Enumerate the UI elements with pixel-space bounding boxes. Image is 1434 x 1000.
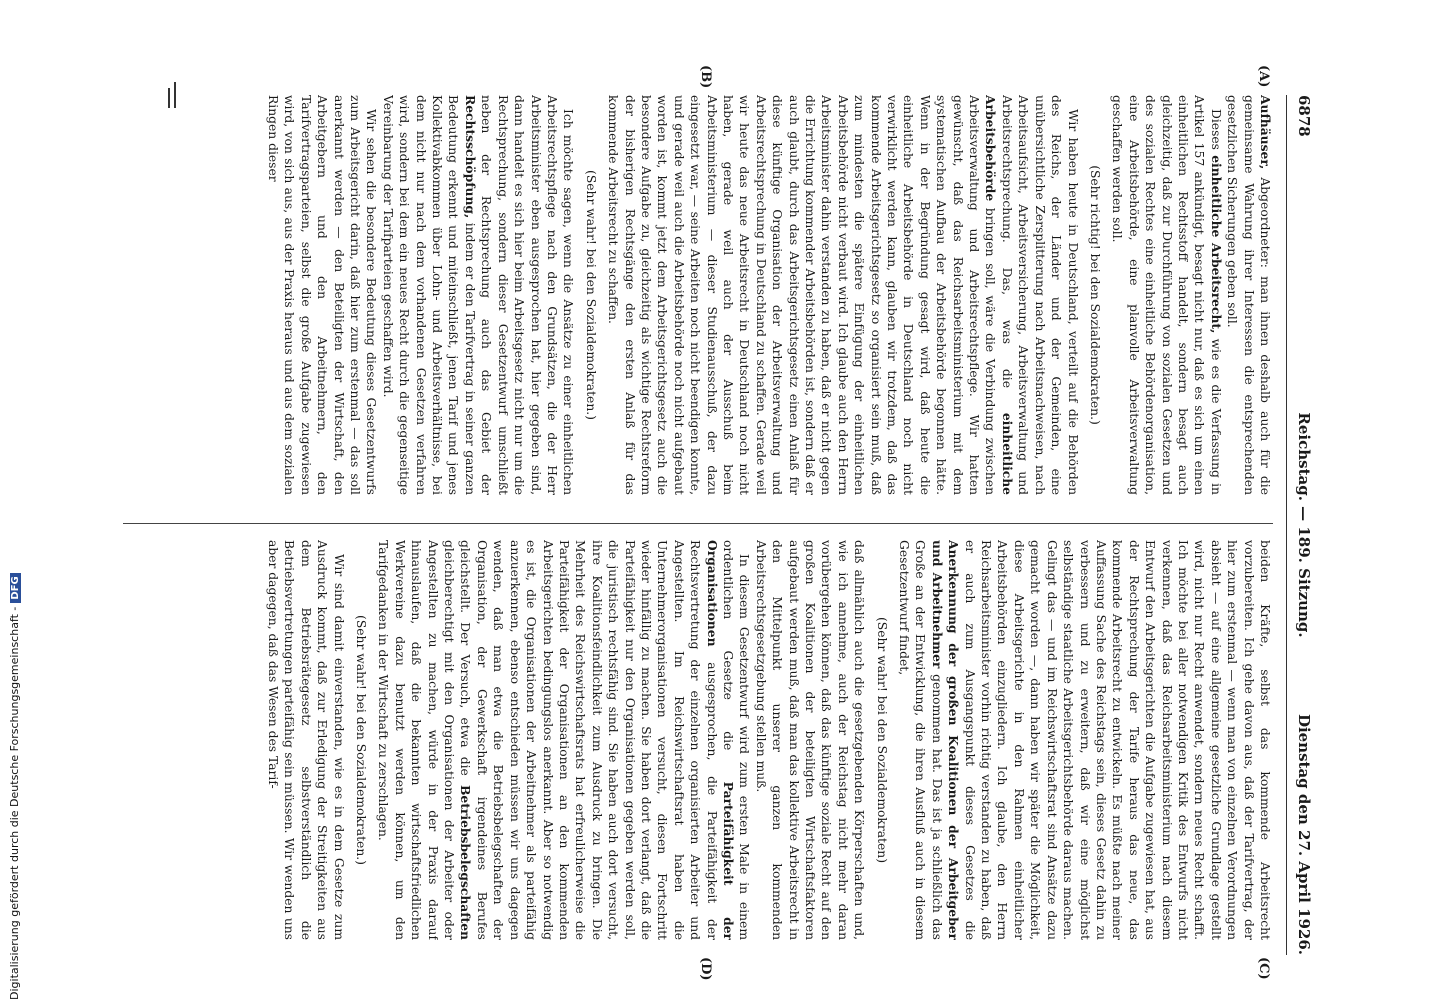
header-title: Reichstag. — 189. Sitzung.: [1295, 412, 1313, 638]
paragraph: Wir sind damit einverstanden, wie es in dem Gesetze zum Ausdruck kommt, daß zur Erledigung der Streitigkeiten aus dem Betriebsrätegesetz selbstverständlich die Betriebsvertretungen parteifähig sein müssen. Wir wenden uns aber dagegen, daß das Wesen des Tarif-: [266, 540, 346, 940]
interjection: (Sehr wahr! bei den Sozialdemokraten): [874, 617, 889, 863]
right-column: [113, 540, 1273, 940]
header-date: Dienstag den 27. April 1926.: [1295, 713, 1313, 955]
margin-marker-d: (D): [698, 957, 713, 981]
paragraph: Aufhäuser, Abgeordneter: man ihnen deshalb auch für die gemeinsame Wahrung ihrer Interessen die entsprechenden gesetzlichen Sicherungen geben soll.: [1225, 95, 1273, 495]
rotated-page: [103, 65, 1313, 981]
margin-marker-b: (B): [698, 65, 713, 89]
margin-marker-a: (A): [1256, 65, 1271, 88]
paragraph: Wir haben heute in Deutschland, verteilt auf die Behörden des Reichs, der Länder und der Gemeinden, eine unübersichtliche Zersplitterung nach Arbeitsnachweisen, nach Arbeitsaufsicht, Arbeitsversicherung, Arbeitsverwaltung und Arbeitsrechtsprechung. Das, was die einheitliche Arbeitsbehörde bringen soll, wäre die Verbindung zwischen Arbeitsverwaltung und Arbeitsrechtspflege. Wir hatten gewünscht, daß das Reichsarbeitsministerium mit dem systematischen Aufbau der Arbeitsbehörde begonnen hätte. Wenn in der Begründung gesagt wird, daß heute die einheitliche Arbeitsbehörde in Deutschland noch nicht verwirklicht werden kann, glauben wir trotzdem, daß das kommende Arbeitsgerichtsgesetz so organisiert sein muß, daß zum mindesten die spätere Einfügung der einheitlichen Arbeitsbehörde nicht verbaut wird. Ich glaube auch den Herrn Arbeitsminister dahin verstanden zu haben, daß er nicht gegen die Errichtung kommender Arbeitsbehörden ist, sondern daß er auch glaubt, durch das Arbeitsgerichtsgesetz einen Anlaß für diese künftige Organisation der Arbeitsverwaltung und Arbeitsrechtsprechung in Deutschland zu schaffen. Gerade weil wir heute das neue Arbeitsrecht in Deutschland noch nicht haben, gerade weil auch der Ausschuß beim Arbeitsministerium — dieser Studienausschuß, der dazu eingesetzt war, — seine Arbeiten noch nicht beendigen konnte, und gerade weil auch die Arbeitsbehörde noch nicht aufgebaut worden ist, kommt jetzt dem Arbeitsgerichtsgesetz auch die besondere Aufgabe zu, gleichzeitig als wichtige Rechtsreform der bisherigen Rechtsgänge den ersten Anlaß für das kommende Arbeitsrecht zu schaffen.: [606, 95, 1080, 495]
paragraph: Dieses einheitliche Arbeitsrecht, wie es die Verfassung in Artikel 157 ankündigt, besagt nicht nur, daß es sich um einen einheitlichen Rechtsstoff handelt, sondern besagt auch gleichzeitig, daß zur Durchführung von sozialen Gesetzen und des sozialen Rechtes eine einheitliche Behördenorganisation, eine Arbeitsbehörde, eine planvolle Arbeitsverwaltung geschaffen werden soll.: [1110, 95, 1224, 495]
page-number: 6878: [1295, 95, 1313, 137]
paragraph: Wir sehen die besondere Bedeutung dieses Gesetzentwurfs zum Arbeitsgericht darin, daß hier zum erstenmal — das soll anerkannt werden — den Beteiligten der Wirtschaft, den Arbeitgebern und den Arbeitnehmern, den Tarifvertragsparteien, selbst die große Aufgabe zugewiesen wird, von sich aus, aus der Praxis heraus und aus dem sozialen Ringen dieser: [266, 95, 379, 495]
speaker-role: Abgeordneter:: [1258, 169, 1272, 268]
margin-marker-c: (C): [1256, 957, 1271, 980]
paragraph: In diesem Gesetzentwurf wird zum ersten Male in einem ordentlichen Gesetze die Parteifähigkeit der Organisationen ausgesprochen, die Parteifähigkeit der Rechtsvertretung der einzelnen organisierten Arbeiter und Angestellten. Im Reichswirtschaftsrat haben die Unternehmerorganisationen versucht, diesen Fortschritt wieder hinfällig zu machen. Sie haben dort verlangt, daß die Parteifähigkeit nur den Organisationen gegeben werden soll, die juristisch rechtsfähig sind. Sie haben auch dort versucht, ihre Koalitionsfeindlichkeit zum Ausdruck zu bringen. Die Mehrheit des Reichswirtschaftsrats hat erfreulicherweise die Parteifähigkeit der Organisationen an den kommenden Arbeitsgerichten bedingungslos anerkannt. Aber so notwendig es ist, die Organisationen der Arbeitnehmer als parteifähig anzuerkennen, ebenso entschieden müssen wir uns dagegen wenden, daß man etwa die Betriebsbelegschaften der Organisation, der Gewerkschaft irgendeines Berufes gleichstellt. Der Versuch, etwa die Betriebsbelegschaften gleichberechtigt mit den Organisationen der Arbeiter oder Angestellten zu machen, würde in der Praxis darauf hinauslaufen, daß die bekannten wirtschaftsfriedlichen Werkvereine dazu benutzt werden können, um den Tarifgedanken in der Wirtschaft zu zerschlagen.: [376, 540, 752, 940]
column-divider: [123, 523, 1273, 524]
digitization-footer: [8, 573, 21, 1000]
margin-scratch-mark: [168, 88, 170, 108]
interjection: (Sehr wahr! bei den Sozialdemokraten.): [354, 615, 369, 865]
paragraph: Ich möchte sagen, wenn die Ansätze zu einer einheitlichen Arbeitsrechtspflege nach den Grundsätzen, die der Herr Arbeitsminister eben ausgesprochen hat, hier gegeben sind, dann handelt es sich hier beim Arbeitsgesetz nicht nur um die Rechtsprechung, sondern dieser Gesetzentwurf umschließt neben der Rechtsprechung auch das Gebiet der Rechtsschöpfung, indem er den Tarifvertrag in seiner ganzen Bedeutung erkennt und miteinschließt, jenen Tarif und jenes Kollektivabkommen über Lohn- und Arbeitsverhältnisse, bei dem nicht nur nach dem vorhandenen Gesetzen verfahren wird, sondern bei dem ein neues Recht durch die gegenseitige Vereinbarung der Tarifparteien geschaffen wird.: [380, 95, 576, 495]
dfg-logo: DFG: [10, 573, 21, 602]
paragraph: daß allmählich auch die gesetzgebenden Körperschaften und, wie ich annehme, auch der Reichstag nicht mehr daran vorübergehen können, daß das künftige soziale Recht auf den großen Koalitionen der beteiligten Wirtschaftsfaktoren aufgebaut werden muß, daß man das kollektive Arbeitsrecht in den Mittelpunkt unserer ganzen kommenden Arbeitsrechtsgesetzgebung stellen muß.: [753, 540, 867, 940]
speaker-name: Aufhäuser,: [1258, 95, 1273, 170]
header-rule: [1286, 95, 1287, 955]
interjection: (Sehr richtig! bei den Sozialdemokraten.): [1087, 165, 1102, 425]
footer-text: Digitalisierung gefördert durch die Deutsche Forschungsgemeinschaft -: [8, 606, 21, 1000]
paragraph: beiden Kräfte, selbst das kommende Arbeitsrecht vorzubereiten. Ich gehe davon aus, daß der Tarifvertrag, der hier zum erstenmal — wenn man von einzelnen Verordnungen absieht — auf eine allgemeine gesetzliche Grundlage gestellt wird, nicht nur Recht anwendet, sondern neues Recht schafft. Ich möchte bei aller notwendigen Kritik des Entwurfs nicht verkennen, daß das Reichsarbeitsministerium nach diesem Entwurf den Arbeitsgerichten die Aufgabe zugewiesen hat, aus der Rechtsprechung der Tarife heraus das neue, das kommende Arbeitsrecht zu entwickeln. Es müßte nach meiner Auffassung Sache des Reichstags sein, dieses Gesetz dahin zu verbessern und zu erweitern, daß wir eine möglichst selbständige staatliche Arbeitsgerichtsbehörde daraus machen. Gelingt das — und im Reichswirtschaftsrat sind Ansätze dazu gemacht worden —, dann haben wir später die Möglichkeit, diese Arbeitsgerichte in den Rahmen einheitlicher Arbeitsbehörden einzugliedern. Ich glaube, den Herrn Reichsarbeitsminister vorhin richtig verstanden zu haben, daß er auch zum Ausgangspunkt dieses Gesetzes die Anerkennung der großen Koalitionen der Arbeitgeber und Arbeitnehmer genommen hat. Das ist ja schließlich das Große an der Entwicklung, die ihren Ausfluß auch in diesem Gesetzentwurf findet,: [897, 540, 1272, 940]
margin-scratch-mark: [174, 82, 176, 108]
interjection: (Sehr wahr! bei den Sozialdemokraten.): [583, 170, 598, 420]
left-column: [113, 95, 1273, 495]
page-header: [1287, 95, 1313, 955]
